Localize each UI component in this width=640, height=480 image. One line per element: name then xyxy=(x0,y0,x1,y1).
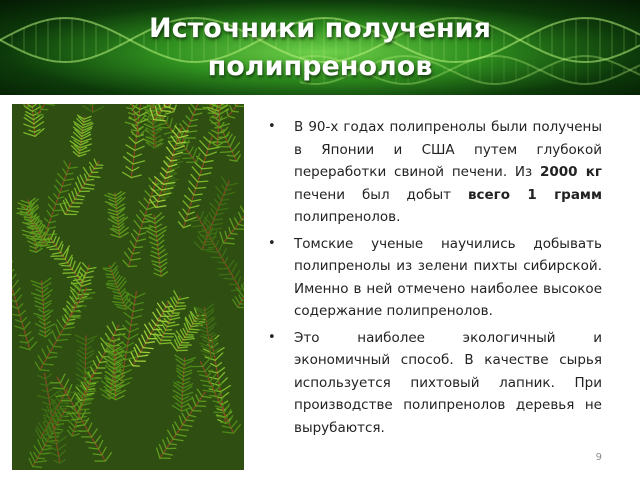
bullet-dot-icon: • xyxy=(268,119,276,134)
bullet-text: полипренолов. xyxy=(294,209,401,225)
bullet-text: В 90-х годах полипренолы были получены в Японии и США путем глубокой переработки свиной печени. Из xyxy=(294,119,602,180)
bullet-bold-text: 2000 кг xyxy=(540,164,602,180)
bullet-dot-icon: • xyxy=(268,329,276,345)
bullet-list xyxy=(266,116,602,443)
title-line-2: полипренолов xyxy=(207,51,433,82)
bullet-text: Это наиболее экологичный и экономичный способ. В качестве сырья используется пихтовый лапник. При производстве полипренолов деревья не вырубаются. xyxy=(294,329,602,436)
slide-title xyxy=(0,10,640,86)
title-banner xyxy=(0,0,640,95)
bullet-text: Томские ученые научились добывать полипренолы из зелени пихты сибирской. Именно в ней отмечено наиболее высокое содержание полипренолов. xyxy=(294,235,602,319)
bullet-item xyxy=(266,327,602,440)
bullet-text: печени был добыт xyxy=(294,186,468,203)
bullet-item xyxy=(266,233,602,323)
fir-branches-photo xyxy=(12,104,244,470)
bullet-dot-icon: • xyxy=(268,235,276,251)
page-number: 9 xyxy=(595,452,602,463)
title-line-1: Источники получения xyxy=(149,13,491,44)
fir-branches-image xyxy=(12,104,244,470)
bullet-bold-text: всего 1 грамм xyxy=(467,186,603,203)
bullet-item xyxy=(266,116,602,229)
